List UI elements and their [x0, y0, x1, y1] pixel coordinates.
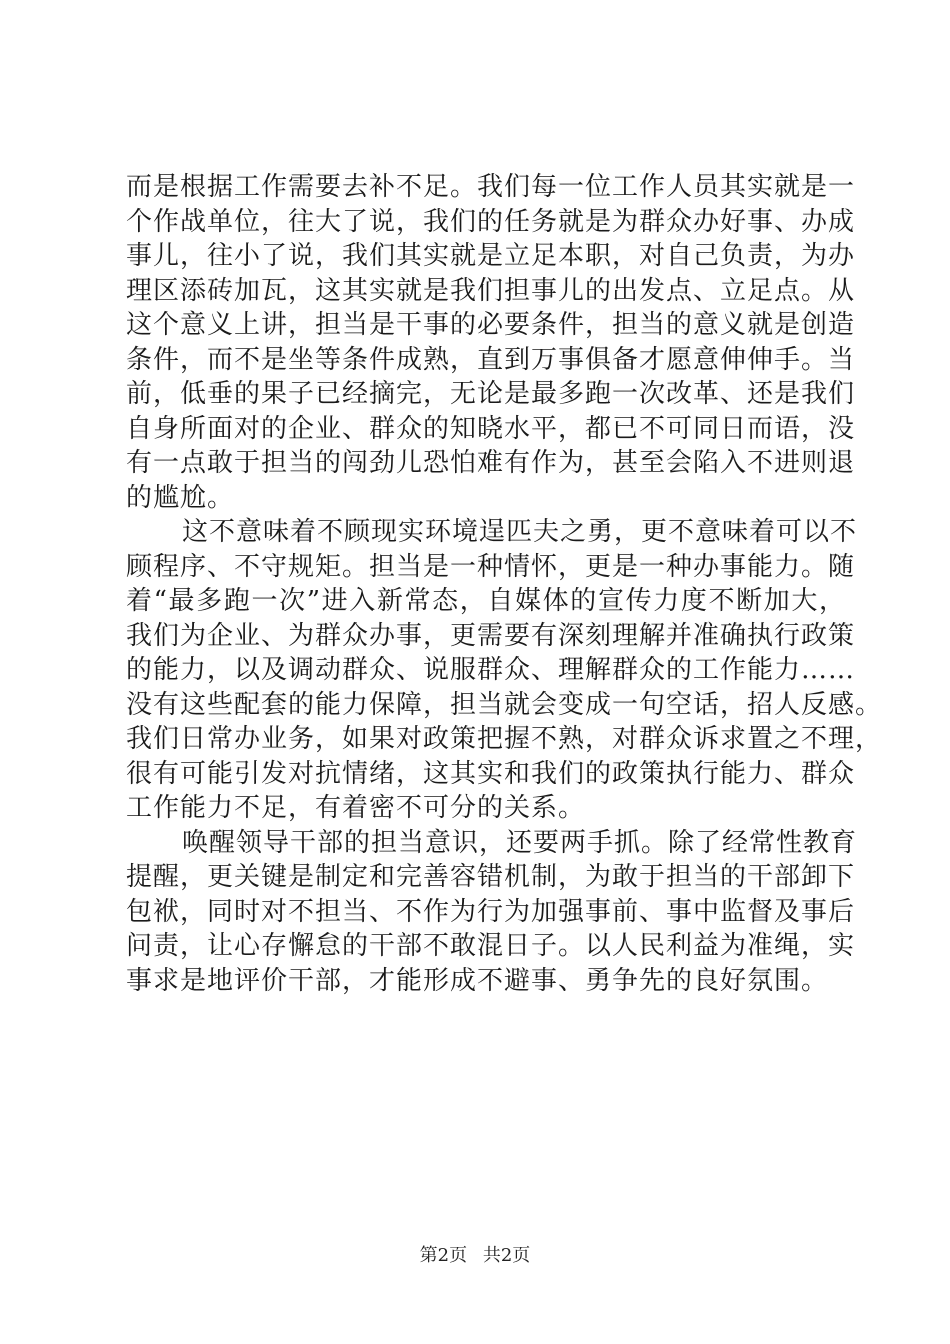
text-line: 的尴尬。 — [126, 482, 235, 513]
text-line: 很有可能引发对抗情绪，这其实和我们的政策执行能力、群众 — [126, 758, 856, 789]
text-line: 事儿，往小了说，我们其实就是立足本职，对自己负责，为办 — [126, 241, 856, 271]
text-line: 我们为企业、为群众办事，更需要有深刻理解并准确执行政策 — [126, 620, 856, 651]
text-line: 这个意义上讲，担当是干事的必要条件，担当的意义就是创造 — [126, 310, 856, 340]
text-line: 没有这些配套的能力保障，担当就会变成一句空话，招人反感。 — [126, 689, 883, 720]
text-line: 而是根据工作需要去补不足。我们每一位工作人员其实就是一 — [126, 172, 856, 202]
text-line: 着“最多跑一次”进入新常态，自媒体的宣传力度不断加大， — [126, 586, 846, 616]
text-line: 问责，让心存懈怠的干部不敢混日子。以人民利益为准绳，实 — [126, 931, 856, 961]
page-number-total: 共2页 — [482, 1245, 531, 1266]
text-line: 理区添砖加瓦，这其实就是我们担事儿的出发点、立足点。从 — [126, 275, 856, 306]
page-number-current: 第2页 — [419, 1245, 468, 1266]
text-line: 我们日常办业务，如果对政策把握不熟，对群众诉求置之不理， — [126, 724, 883, 754]
text-line: 的能力，以及调动群众、说服群众、理解群众的工作能力…… — [126, 655, 856, 685]
paragraph — [126, 515, 883, 826]
text-line: 条件，而不是坐等条件成熟，直到万事俱备才愿意伸伸手。当 — [126, 344, 856, 375]
text-line: 提醒，更关键是制定和完善容错机制，为敢于担当的干部卸下 — [126, 862, 856, 892]
paragraph — [126, 826, 858, 999]
text-line: 这不意味着不顾现实环境逞匹夫之勇，更不意味着可以不 — [182, 517, 858, 547]
text-line: 有一点敢于担当的闯劲儿恐怕难有作为，甚至会陷入不进则退 — [126, 448, 856, 478]
text-line: 顾程序、不守规矩。担当是一种情怀，更是一种办事能力。随 — [126, 551, 856, 582]
page-footer — [0, 1244, 950, 1268]
text-line: 事求是地评价干部，才能形成不避事、勇争先的良好氛围。 — [126, 965, 829, 996]
text-line: 前，低垂的果子已经摘完，无论是最多跑一次改革、还是我们 — [126, 379, 856, 409]
paragraph — [126, 170, 856, 515]
text-line: 包袱，同时对不担当、不作为行为加强事前、事中监督及事后 — [126, 896, 856, 927]
document-body — [126, 170, 883, 998]
text-line: 唤醒领导干部的担当意识，还要两手抓。除了经常性教育 — [182, 827, 858, 858]
text-line: 个作战单位，往大了说，我们的任务就是为群众办好事、办成 — [126, 206, 856, 237]
text-line: 工作能力不足，有着密不可分的关系。 — [126, 793, 586, 823]
text-line: 自身所面对的企业、群众的知晓水平，都已不可同日而语，没 — [126, 413, 856, 444]
